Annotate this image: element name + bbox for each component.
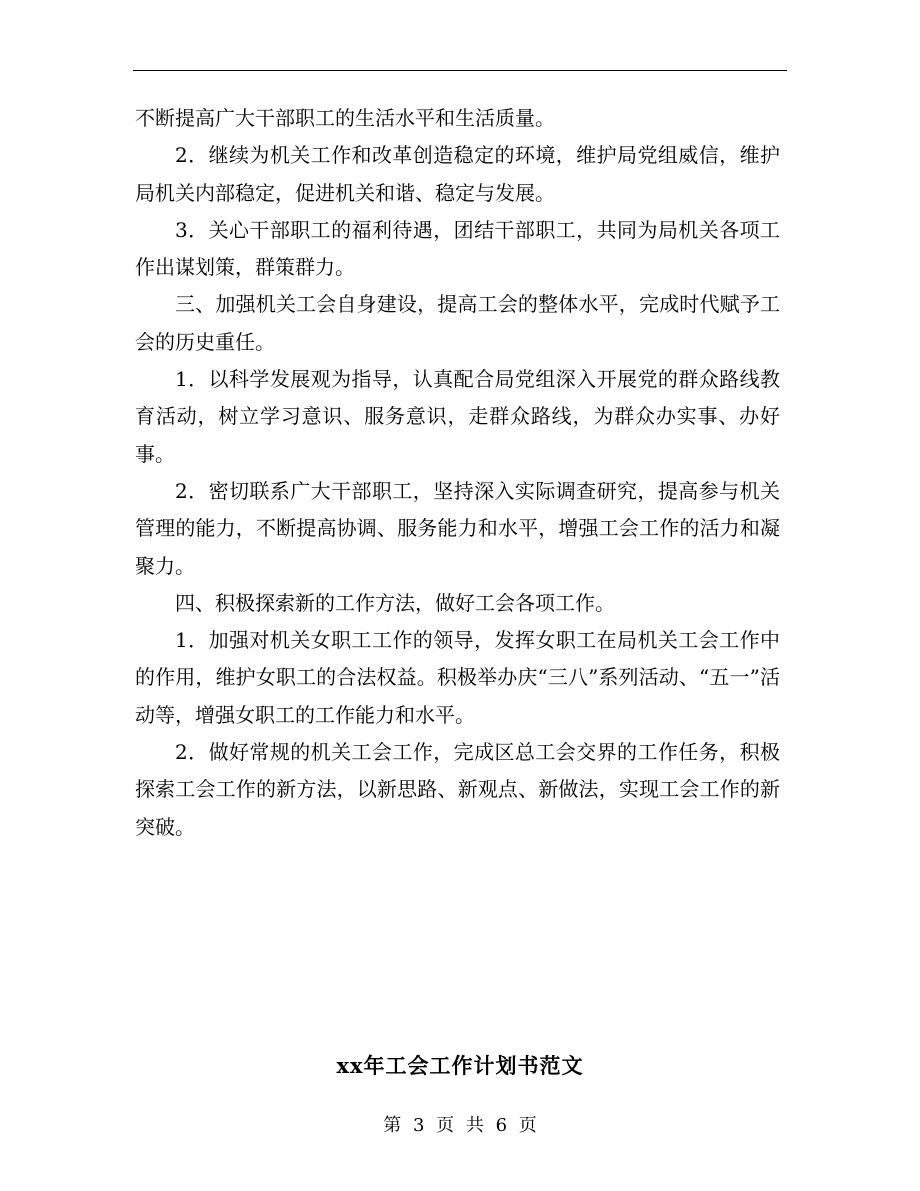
header-rule [133,70,787,71]
paragraph-item: 2．密切联系广大干部职工，坚持深入实际调查研究，提高参与机关管理的能力，不断提高协调、服务能力和水平，增强工会工作的活力和凝聚力。 [135,478,780,578]
section-heading-paragraph: 三、加强机关工会自身建设，提高工会的整体水平，完成时代赋予工会的历史重任。 [135,292,780,354]
paragraph-item: 2．做好常规的机关工会工作，完成区总工会交界的工作任务，积极探索工会工作的新方法，以新思路、新观点、新做法，实现工会工作的新突破。 [135,740,780,839]
paragraph-item: 3．关心干部职工的福利待遇，团结干部职工，共同为局机关各项工作出谋划策，群策群力。 [135,217,780,280]
paragraph-item: 1．加强对机关女职工工作的领导，发挥女职工在局机关工会工作中的作用，维护女职工的合法权益。积极举办庆“三八”系列活动、“五一”活动等，增强女职工的工作能力和水平。 [135,628,780,727]
paragraph-item: 2．继续为机关工作和改革创造稳定的环境，维护局党组威信，维护局机关内部稳定，促进机关和谐、稳定与发展。 [135,143,780,205]
document-body [135,100,780,846]
paragraph-continuation: 不断提高广大干部职工的生活水平和生活质量。 [135,106,555,130]
next-document-title: xx年工会工作计划书范文 [336,1053,584,1078]
section-heading-paragraph: 四、积极探索新的工作方法，做好工会各项工作。 [175,590,615,615]
page-number-footer: 第 3 页 共 6 页 [383,1115,537,1136]
paragraph-item: 1．以科学发展观为指导，认真配合局党组深入开展党的群众路线教育活动，树立学习意识、服务意识，走群众路线，为群众办实事、办好事。 [135,367,780,466]
